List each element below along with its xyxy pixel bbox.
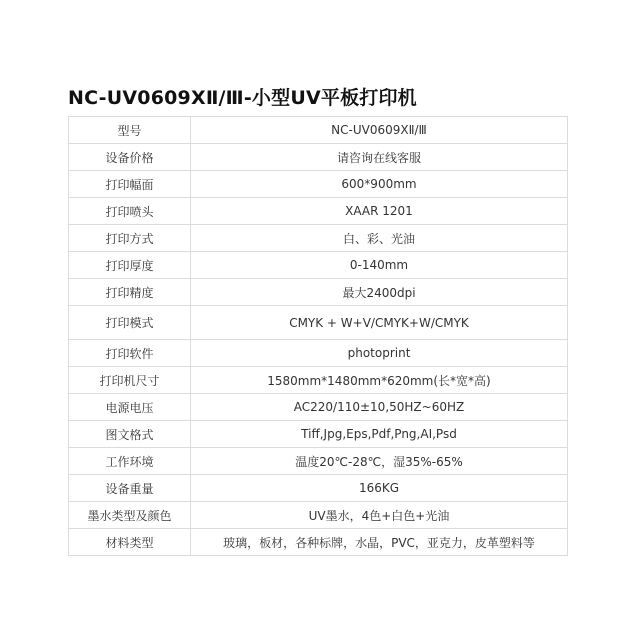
spec-label: 设备价格 [69,144,191,171]
spec-value: 温度20℃-28℃，湿35%-65% [191,448,568,475]
table-row [69,394,568,421]
spec-label: 打印模式 [69,306,191,340]
spec-label: 工作环境 [69,448,191,475]
table-row [69,171,568,198]
spec-value: AC220/110±10,50HZ~60HZ [191,394,568,421]
spec-label: 型号 [69,117,191,144]
table-row [69,421,568,448]
table-row [69,225,568,252]
table-row [69,279,568,306]
table-row [69,117,568,144]
table-row [69,475,568,502]
spec-label: 打印喷头 [69,198,191,225]
table-row [69,340,568,367]
table-row [69,198,568,225]
spec-label: 打印厚度 [69,252,191,279]
spec-value: 请咨询在线客服 [191,144,568,171]
spec-label: 墨水类型及颜色 [69,502,191,529]
spec-label: 设备重量 [69,475,191,502]
spec-value: UV墨水，4色+白色+光油 [191,502,568,529]
spec-value: Tiff,Jpg,Eps,Pdf,Png,AI,Psd [191,421,568,448]
spec-table [68,116,568,556]
spec-value: 白、彩、光油 [191,225,568,252]
table-row [69,306,568,340]
spec-value: XAAR 1201 [191,198,568,225]
spec-label: 图文格式 [69,421,191,448]
table-row [69,367,568,394]
table-row [69,529,568,556]
spec-label: 打印机尺寸 [69,367,191,394]
spec-label: 打印精度 [69,279,191,306]
spec-label: 打印软件 [69,340,191,367]
spec-value: 最大2400dpi [191,279,568,306]
spec-label: 打印方式 [69,225,191,252]
spec-label: 材料类型 [69,529,191,556]
spec-label: 电源电压 [69,394,191,421]
spec-value: 0-140mm [191,252,568,279]
spec-value: photoprint [191,340,568,367]
page-title: NC-UV0609XⅡ/Ⅲ-小型UV平板打印机 [68,87,417,109]
spec-value: 1580mm*1480mm*620mm(长*宽*高) [191,367,568,394]
table-row [69,502,568,529]
spec-value: 玻璃，板材，各种标牌，水晶，PVC，亚克力，皮革塑料等 [191,529,568,556]
spec-value: 600*900mm [191,171,568,198]
spec-value: NC-UV0609XⅡ/Ⅲ [191,117,568,144]
table-row [69,144,568,171]
spec-value: CMYK + W+V/CMYK+W/CMYK [191,306,568,340]
spec-value: 166KG [191,475,568,502]
table-row [69,252,568,279]
spec-label: 打印幅面 [69,171,191,198]
table-row [69,448,568,475]
